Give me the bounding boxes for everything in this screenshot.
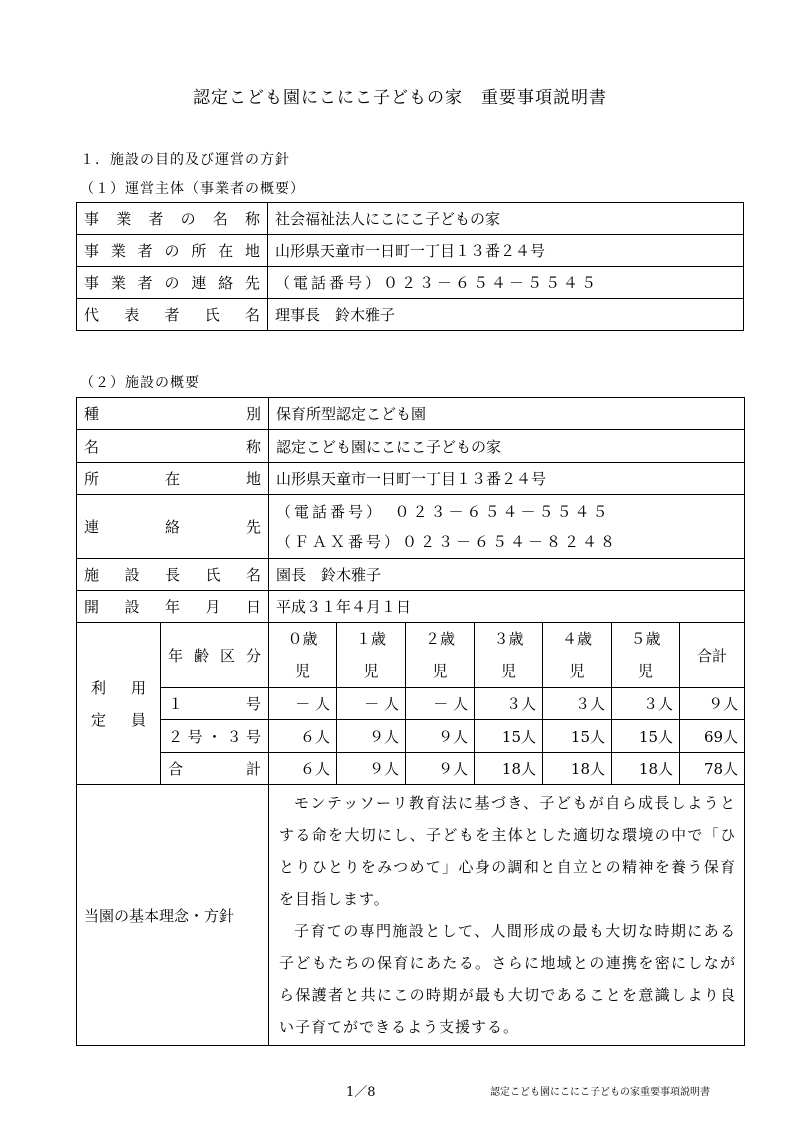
row-label: 合 計 bbox=[161, 753, 269, 785]
operator-table bbox=[76, 202, 744, 331]
table-cell: － 人 bbox=[406, 688, 475, 720]
table-row bbox=[77, 753, 745, 785]
table-row bbox=[77, 591, 745, 623]
page-title: 認定こども園にこにこ子どもの家 重要事項説明書 bbox=[193, 88, 607, 108]
age-column-header: １歳 児 bbox=[337, 623, 406, 688]
row-label: １ 号 bbox=[161, 688, 269, 720]
philosophy-label-text: 当園の基本理念・方針 bbox=[84, 906, 235, 925]
contact-label: 連 絡 先 bbox=[77, 495, 269, 559]
philosophy-paragraph: 子育ての専門施設として、人間形成の最も大切な時期にある子どもたちの保育にあたる。さらに地域との連携を密にしながら保護者と共にこの時期が最も大切であることを意識しより良い子育てができるよう支援する。 bbox=[279, 922, 737, 1036]
operator-heading: （１）運営主体（事業者の概要） bbox=[80, 181, 305, 197]
facility-heading: （２）施設の概要 bbox=[80, 375, 200, 391]
table-cell-total: 69人 bbox=[680, 720, 745, 753]
table-cell: 15人 bbox=[475, 720, 543, 753]
operator-label: 事 業 者 の 名 称 bbox=[77, 203, 268, 235]
operator-label: 事 業 者 の 連 絡 先 bbox=[77, 267, 268, 299]
table-cell: － 人 bbox=[269, 688, 337, 720]
age-column-header: ３歳 児 bbox=[475, 623, 543, 688]
table-cell: ９人 bbox=[406, 720, 475, 753]
age-column-header: ４歳 児 bbox=[543, 623, 612, 688]
table-cell: ３人 bbox=[612, 688, 680, 720]
director-value: 園長 鈴木雅子 bbox=[269, 559, 745, 591]
age-header: 年 齢 区 分 bbox=[161, 623, 269, 688]
table-cell: － 人 bbox=[337, 688, 406, 720]
table-cell: ９人 bbox=[406, 753, 475, 785]
table-cell: ６人 bbox=[269, 753, 337, 785]
table-cell: 18人 bbox=[543, 753, 612, 785]
address-value: 山形県天童市一日町一丁目１３番２４号 bbox=[269, 463, 745, 495]
address-label: 所 在 地 bbox=[77, 463, 269, 495]
table-cell: ３人 bbox=[543, 688, 612, 720]
capacity-group-label: 利 用 定 員 bbox=[77, 623, 161, 785]
table-row bbox=[77, 688, 745, 720]
table-row bbox=[77, 785, 745, 1046]
table-cell: ９人 bbox=[337, 753, 406, 785]
philosophy-paragraph: モンテッソーリ教育法に基づき、子どもが自ら成長しようとする命を大切にし、子どもを主体とした適切な環境の中で「ひとりひとりをみつめて」心身の調和と自立との精神を養う保育を目指します。 bbox=[279, 794, 737, 908]
row-label: ２ 号 ・ ３ 号 bbox=[161, 720, 269, 753]
tel-number: （電話番号） ０２３－６５４－５５４５ bbox=[276, 502, 611, 521]
table-cell-total: ９人 bbox=[680, 688, 745, 720]
table-cell: ９人 bbox=[337, 720, 406, 753]
table-row bbox=[77, 463, 745, 495]
operator-value: （電話番号）０２３－６５４－５５４５ bbox=[268, 267, 744, 299]
operator-value: 社会福祉法人にこにこ子どもの家 bbox=[268, 203, 744, 235]
table-row bbox=[77, 430, 745, 463]
contact-value bbox=[269, 495, 745, 559]
footer-doc-title: 認定こども園にこにこ子どもの家重要事項説明書 bbox=[490, 1087, 710, 1098]
table-row bbox=[77, 720, 745, 753]
table-cell: 15人 bbox=[612, 720, 680, 753]
table-cell: ６人 bbox=[269, 720, 337, 753]
operator-label: 代 表 者 氏 名 bbox=[77, 299, 268, 331]
table-row bbox=[77, 623, 745, 688]
table-row bbox=[77, 267, 744, 299]
fax-number: （ＦＡＸ番号）０２３－６５４－８２４８ bbox=[276, 532, 619, 551]
operator-value: 山形県天童市一日町一丁目１３番２４号 bbox=[268, 235, 744, 267]
name-value: 認定こども園にこにこ子どもの家 bbox=[269, 430, 745, 463]
table-cell: ３人 bbox=[475, 688, 543, 720]
type-value: 保育所型認定こども園 bbox=[269, 398, 745, 430]
table-cell: 15人 bbox=[543, 720, 612, 753]
section-heading-1: １．施設の目的及び運営の方針 bbox=[80, 152, 290, 168]
facility-table bbox=[76, 397, 745, 1046]
table-row bbox=[77, 203, 744, 235]
operator-label: 事 業 者 の 所 在 地 bbox=[77, 235, 268, 267]
age-column-header: ０歳 児 bbox=[269, 623, 337, 688]
table-row bbox=[77, 235, 744, 267]
table-cell: 18人 bbox=[475, 753, 543, 785]
table-cell-total: 78人 bbox=[680, 753, 745, 785]
age-column-header: ２歳 児 bbox=[406, 623, 475, 688]
opened-label: 開 設 年 月 日 bbox=[77, 591, 269, 623]
director-label: 施 設 長 氏 名 bbox=[77, 559, 269, 591]
opened-value: 平成３１年４月１日 bbox=[269, 591, 745, 623]
age-column-header: ５歳 児 bbox=[612, 623, 680, 688]
page-number: 1／8 bbox=[346, 1085, 376, 1100]
total-header: 合計 bbox=[680, 623, 745, 688]
table-row bbox=[77, 299, 744, 331]
table-cell: 18人 bbox=[612, 753, 680, 785]
table-row bbox=[77, 559, 745, 591]
table-row bbox=[77, 398, 745, 430]
philosophy-label bbox=[77, 785, 269, 1046]
name-label: 名 称 bbox=[77, 430, 269, 463]
table-row bbox=[77, 495, 745, 559]
operator-value: 理事長 鈴木雅子 bbox=[268, 299, 744, 331]
philosophy-text bbox=[269, 785, 745, 1046]
type-label: 種 別 bbox=[77, 398, 269, 430]
